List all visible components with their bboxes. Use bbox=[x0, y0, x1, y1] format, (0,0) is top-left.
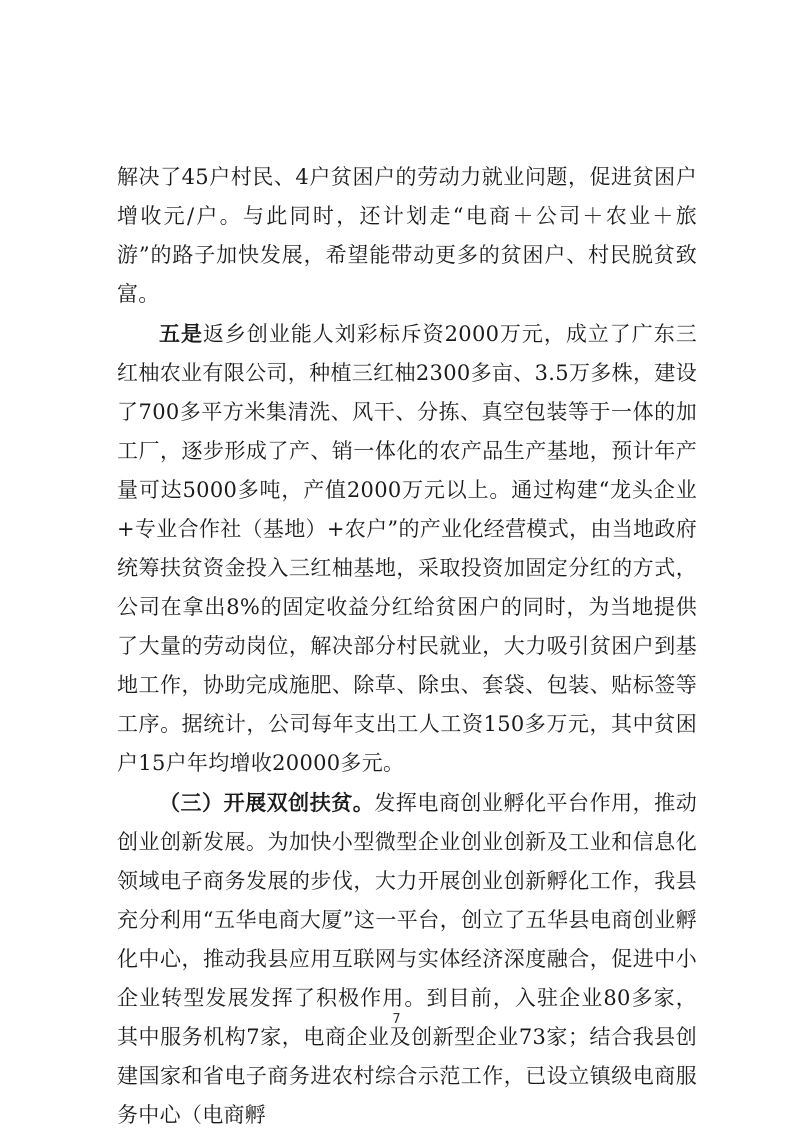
paragraph-2-text: 返乡创业能人刘彩标斥资2000万元，成立了广东三红柚农业有限公司，种植三红柚2300多亩、3.5万多株，建设了700多平方米集清洗、风干、分拣、真空包装等于一体的加工厂，逐步形成了产、销一体化的农产品生产基地，预计年产量可达5000多吨，产值2000万元以上。通过构建“龙头企业+专业合作社（基地）+农户”的产业化经营模式，由当地政府统筹扶贫资金投入三红柚基地，采取投资加固定分红的方式，公司在拿出8%的固定收益分红给贫困户的同时，为当地提供了大量的劳动岗位，解决部分村民就业，大力吸引贫困户到基地工作，协助完成施肥、除草、除虫、套袋、包装、贴标签等工序。据统计，公司每年支出工人工资150多万元，其中贫困户15户年均增收20000多元。 bbox=[117, 322, 697, 775]
paragraph-2 bbox=[117, 314, 697, 783]
section-heading: （三）开展双创扶贫。 bbox=[159, 790, 375, 815]
paragraph-3 bbox=[117, 783, 697, 1135]
paragraph-1 bbox=[117, 158, 697, 314]
paragraph-1-text: 解决了45户村民、4户贫困户的劳动力就业问题，促进贫困户增收元/户。与此同时，还计划走“电商＋公司＋农业＋旅游”的路子加快发展，希望能带动更多的贫困户、村民脱贫致富。 bbox=[117, 165, 697, 306]
body-text bbox=[117, 158, 697, 1135]
paragraph-3-text: 发挥电商创业孵化平台作用，推动创业创新发展。为加快小型微型企业创业创新及工业和信息化领域电子商务发展的步伐，大力开展创业创新孵化工作，我县充分利用“五华电商大厦”这一平台，创立了五华县电商创业孵化中心，推动我县应用互联网与实体经济深度融合，促进中小企业转型发展发挥了积极作用。到目前，入驻企业80多家，其中服务机构7家，电商企业及创新型企业73家；结合我县创建国家和省电子商务进农村综合示范工作，已设立镇级电商服务中心（电商孵 bbox=[117, 791, 698, 1127]
page-number: 7 bbox=[392, 1012, 401, 1027]
paragraph-2-lead: 五是 bbox=[159, 321, 203, 346]
